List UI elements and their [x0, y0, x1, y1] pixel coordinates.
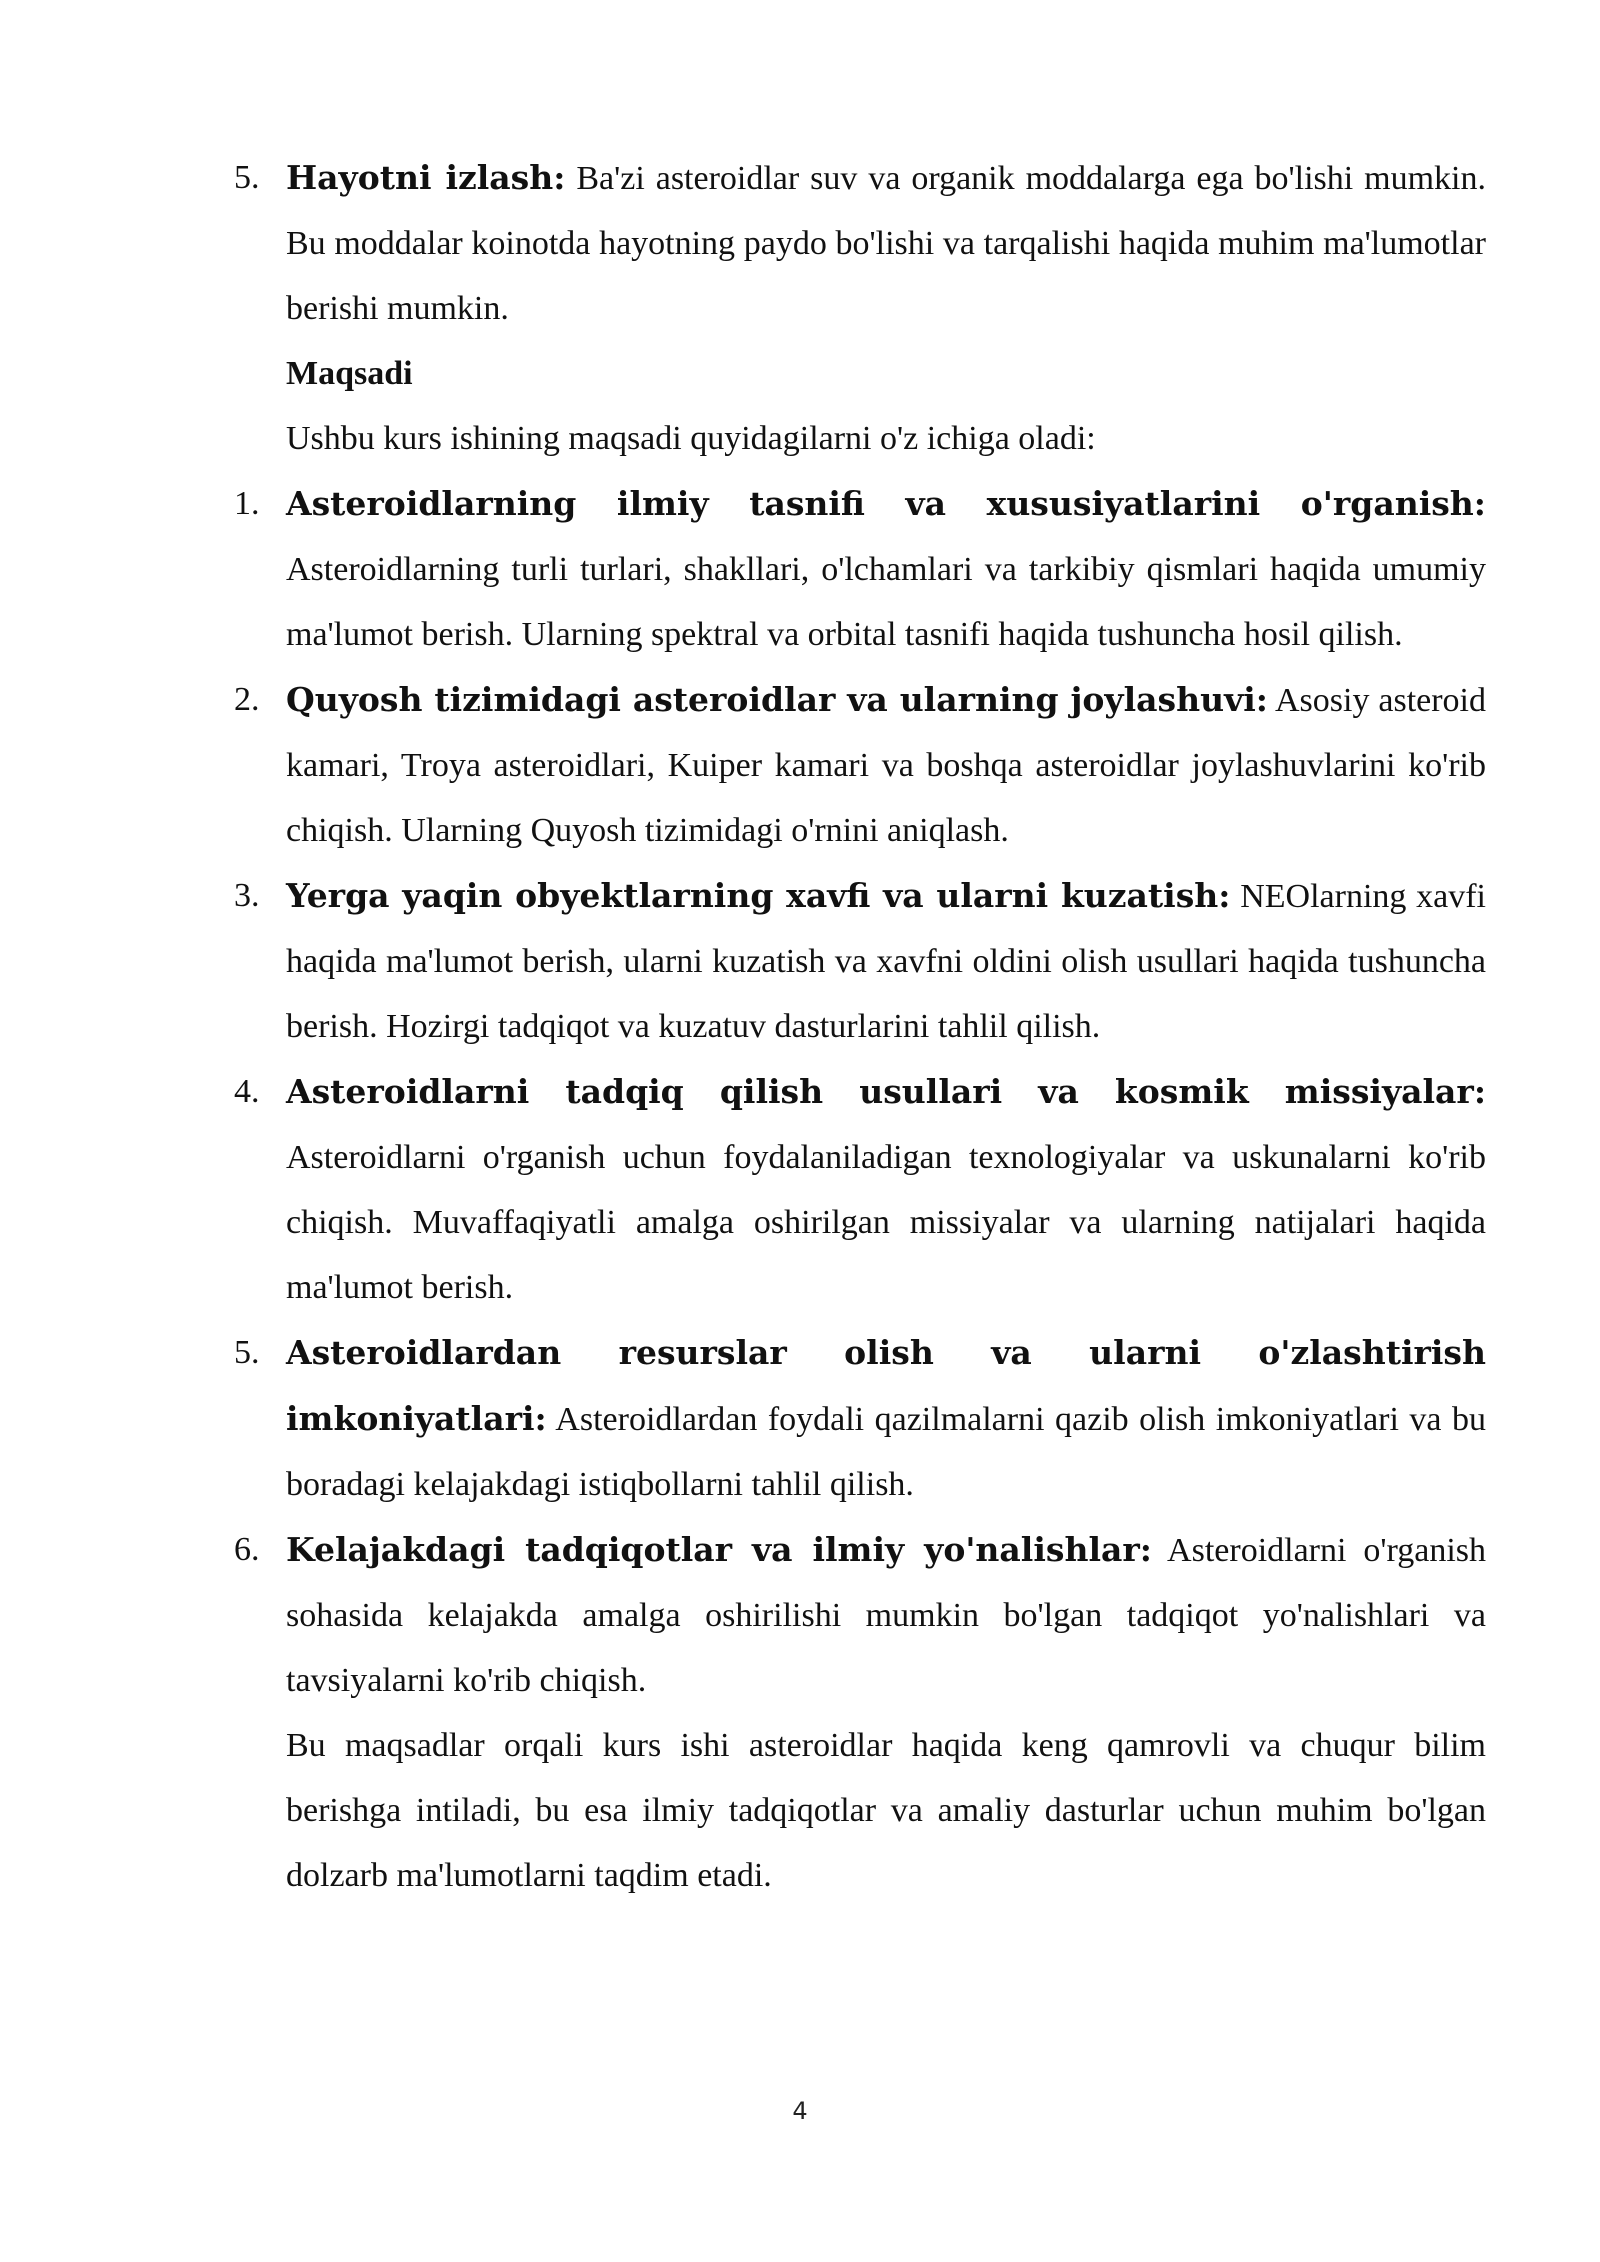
list-number: 6.: [234, 1531, 260, 1568]
section-heading-text: Maqsadi: [286, 355, 413, 392]
goal-item-4: [234, 1059, 1486, 1320]
goal-item-6: [234, 1517, 1487, 1713]
list-item-text: Asosiy asteroid kamari, Troya asteroidlari, Kuiper kamari va boshqa asteroidlar joylashuvlarini ko'rib chiqish. Ularning Quyosh tizimidagi o'rnini aniqlash.: [286, 682, 1486, 849]
list-item-text: Ba'zi asteroidlar suv va organik moddalarga ega bo'lishi mumkin. Bu moddalar koinotda hayotning paydo bo'lishi va tarqalishi haqida muhim ma'lumotlar berishi mumkin.: [286, 160, 1486, 327]
list-item-title: Asteroidlarning ilmiy tasnifi va xususiyatlarini o'rganish:: [286, 484, 1486, 523]
page-content: [234, 145, 1487, 1908]
list-number: 5.: [234, 159, 260, 196]
list-number: 4.: [234, 1073, 260, 1110]
list-item-title: Asteroidlarni tadqiq qilish usullari va kosmik missiyalar:: [286, 1072, 1486, 1111]
list-item-text: Asteroidlarni o'rganish sohasida kelajakda amalga oshirilishi mumkin bo'lgan tadqiqot yo'nalishlari va tavsiyalarni ko'rib chiqish.: [286, 1532, 1487, 1699]
list-item-hayotni-izlash: [234, 145, 1486, 341]
goal-item-5: [234, 1320, 1486, 1517]
list-item-title: Yerga yaqin obyektlarning xavfi va ularni kuzatish:: [286, 876, 1231, 915]
goal-item-1: [234, 471, 1486, 667]
list-number: 2.: [234, 681, 260, 718]
section-heading: [286, 341, 1486, 406]
list-item-text: NEOlarning xavfi haqida ma'lumot berish, ularni kuzatish va xavfni oldini olish usullari haqida tushuncha berish. Hozirgi tadqiqot va kuzatuv dasturlarini tahlil qilish.: [286, 878, 1486, 1045]
goal-item-3: [234, 863, 1486, 1059]
list-item-text: Asteroidlarning turli turlari, shakllari, o'lchamlari va tarkibiy qismlari haqida umumiy ma'lumot berish. Ularning spektral va orbital tasnifi haqida tushuncha hosil qilish.: [286, 551, 1486, 653]
list-item-text: Asteroidlardan foydali qazilmalarni qazib olish imkoniyatlari va bu boradagi kelajakdagi istiqbollarni tahlil qilish.: [286, 1401, 1486, 1503]
list-item-title: Hayotni izlash:: [286, 158, 566, 197]
list-item-text: Asteroidlarni o'rganish uchun foydalaniladigan texnologiyalar va uskunalarni ko'rib chiqish. Muvaffaqiyatli amalga oshirilgan missiyalar va ularning natijalari haqida ma'lumot berish.: [286, 1139, 1486, 1306]
list-item-title: Quyosh tizimidagi asteroidlar va ularning joylashuvi:: [286, 680, 1268, 719]
intro-paragraph: Ushbu kurs ishining maqsadi quyidagilarni o'z ichiga oladi:: [286, 420, 1096, 457]
list-number: 5.: [234, 1334, 260, 1371]
list-number: 1.: [234, 485, 260, 522]
list-number: 3.: [234, 877, 260, 914]
goal-item-2: [234, 667, 1486, 863]
list-item-title: Asteroidlardan resurslar olish va ularni o'zlashtirish imkoniyatlari:: [286, 1333, 1486, 1438]
list-item-title: Kelajakdagi tadqiqotlar va ilmiy yo'nalishlar:: [286, 1530, 1152, 1569]
page-number: 4: [792, 2097, 808, 2125]
conclusion-paragraph: Bu maqsadlar orqali kurs ishi asteroidlar haqida keng qamrovli va chuqur bilim berishga intiladi, bu esa ilmiy tadqiqotlar va amaliy dasturlar uchun muhim bo'lgan dolzarb ma'lumotlarni taqdim etadi.: [286, 1727, 1486, 1894]
